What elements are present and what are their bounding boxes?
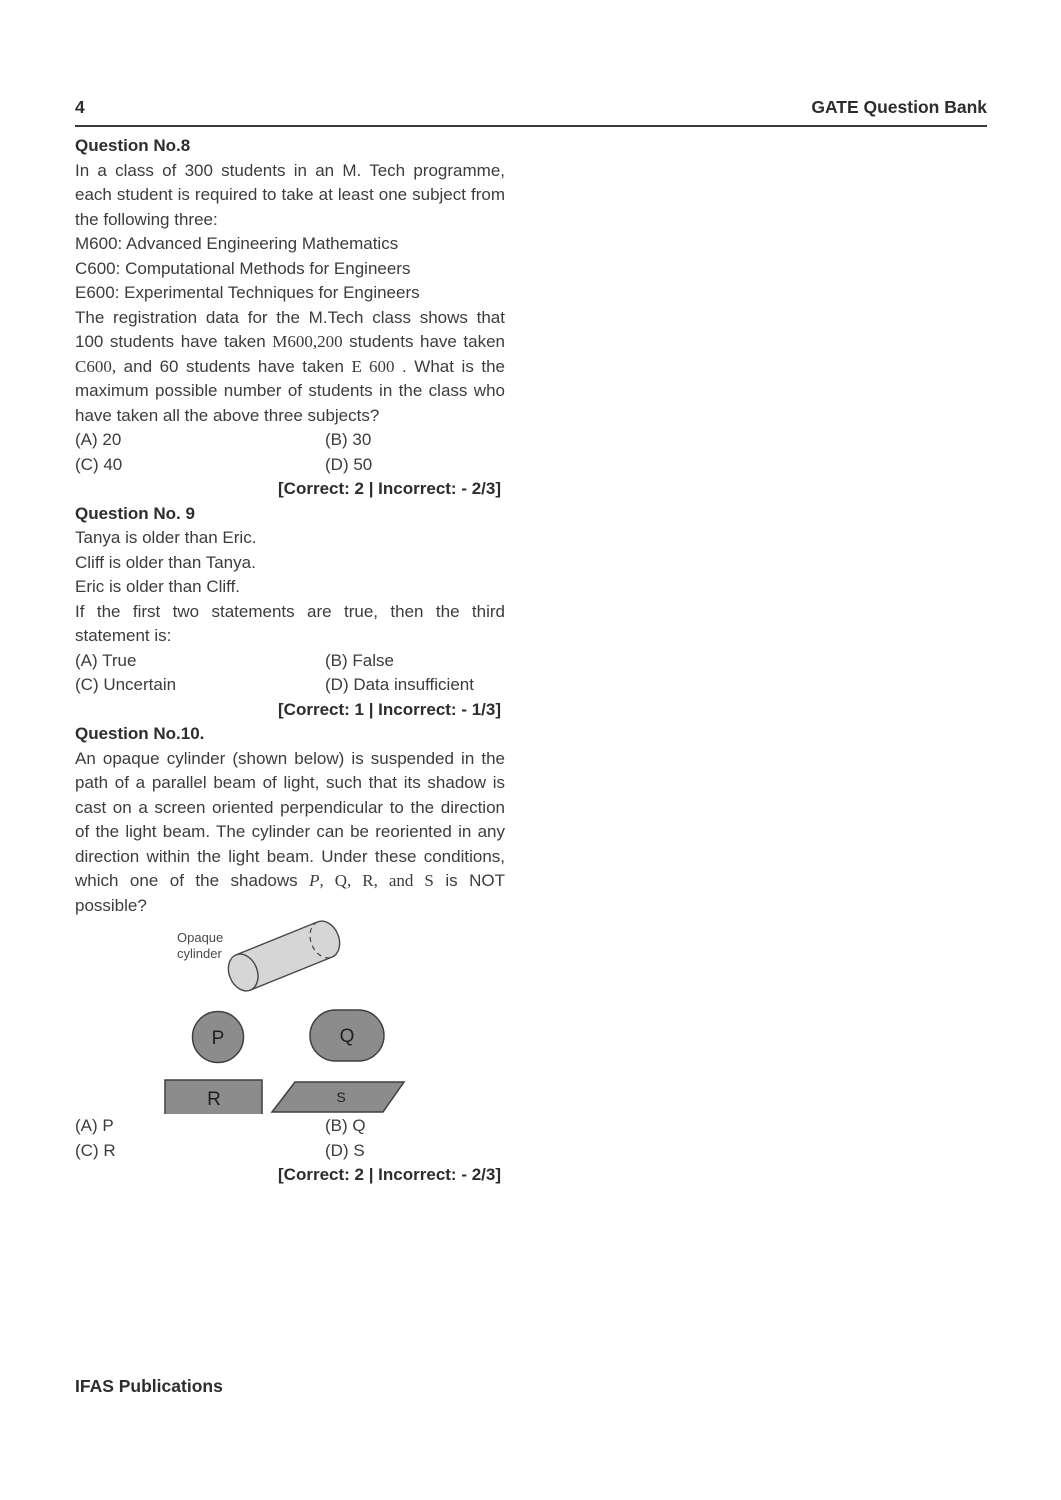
page-number: 4 — [75, 97, 85, 117]
q10-run: is NOT possible? — [75, 871, 505, 915]
question-10-marking-scheme: [Correct: 2 | Incorrect: - 2/3] — [278, 1165, 501, 1184]
option-a: (A) P — [75, 1116, 114, 1135]
shadow-s-label: S — [336, 1089, 346, 1105]
question-8-options-row-1 — [75, 428, 505, 453]
option-a: (A) True — [75, 650, 137, 670]
option-d: (D) Data insufficient — [325, 675, 474, 694]
question-9-title: Question No. 9 — [75, 503, 195, 523]
option-c: (C) Uncertain — [75, 675, 177, 694]
shadow-q-label: Q — [339, 1026, 355, 1047]
option-d: (D) S — [325, 1140, 365, 1160]
q10-run: An opaque cylinder (shown below) is suspended in the path of a parallel beam of light, such that its shadow is cast on a screen oriented perpendicular to the direction of the light beam. The cylinder can be reoriented in any direction within the light beam. Under these conditions, which one of the shadows — [75, 748, 505, 890]
option-c: (C) 40 — [75, 454, 123, 474]
question-9-marking-scheme: [Correct: 1 | Incorrect: - 1/3] — [278, 699, 501, 719]
question-9-statement-3: Eric is older than Cliff. — [75, 577, 241, 596]
question-9-options-row-1 — [75, 649, 505, 674]
option-a: (A) 20 — [75, 430, 122, 449]
option-c: (C) R — [75, 1140, 116, 1160]
question-10-body — [75, 747, 505, 919]
question-9-statement-1: Tanya is older than Eric. — [75, 528, 257, 547]
question-9-statement-2: Cliff is older than Tanya. — [75, 552, 256, 572]
question-8-subject-m600: M600: Advanced Engineering Mathematics — [75, 234, 399, 253]
content-column — [75, 134, 505, 1188]
q8-run: The registration data for the M.Tech class shows that 100 students have taken — [75, 307, 505, 351]
header-title: GATE Question Bank — [811, 97, 987, 117]
question-8-marking-scheme: [Correct: 2 | Incorrect: - 2/3] — [278, 479, 501, 498]
q10-run-serif-italic: P — [309, 871, 320, 890]
shadow-p-label: P — [211, 1028, 225, 1049]
opaque-cylinder-drawing — [223, 918, 345, 995]
q8-run: . What is the maximum possible number of students in the class who have taken all the above three subjects? — [75, 356, 506, 425]
question-9-body: If the first two statements are true, then the third statement is: — [75, 601, 505, 645]
option-b: (B) 30 — [325, 430, 372, 449]
question-9-options-row-2 — [75, 673, 505, 698]
q10-run-serif: , Q, R, and S — [319, 871, 434, 890]
question-8-options-row-2 — [75, 453, 505, 478]
question-8-body — [75, 306, 505, 429]
publisher-footer: IFAS Publications — [75, 1376, 223, 1396]
option-b: (B) Q — [325, 1116, 366, 1135]
shadow-r-label: R — [207, 1089, 221, 1110]
cylinder-label-line-2: cylinder — [177, 946, 222, 961]
question-10-options-row-1 — [75, 1114, 505, 1139]
option-b: (B) False — [325, 650, 394, 670]
question-8-title: Question No.8 — [75, 136, 191, 155]
option-d: (D) 50 — [325, 454, 373, 474]
q8-run-serif: M600,200 — [272, 332, 343, 351]
question-8-subject-e600: E600: Experimental Techniques for Engineers — [75, 283, 420, 302]
question-10-figure — [75, 918, 505, 1114]
question-8-subject-c600: C600: Computational Methods for Engineers — [75, 258, 411, 278]
q8-run: students have taken — [342, 332, 505, 351]
page-header — [75, 97, 987, 127]
q8-run-serif: C600, — [75, 356, 117, 376]
question-8-intro: In a class of 300 students in an M. Tech programme, each student is required to take at least one subject from the following three: — [75, 160, 505, 229]
q8-run: and 60 students have taken — [116, 356, 352, 376]
question-10-title: Question No.10. — [75, 724, 205, 743]
question-10-options-row-2 — [75, 1139, 505, 1164]
cylinder-label-line-1: Opaque — [177, 930, 224, 945]
q8-run-serif: E 600 — [351, 356, 395, 376]
